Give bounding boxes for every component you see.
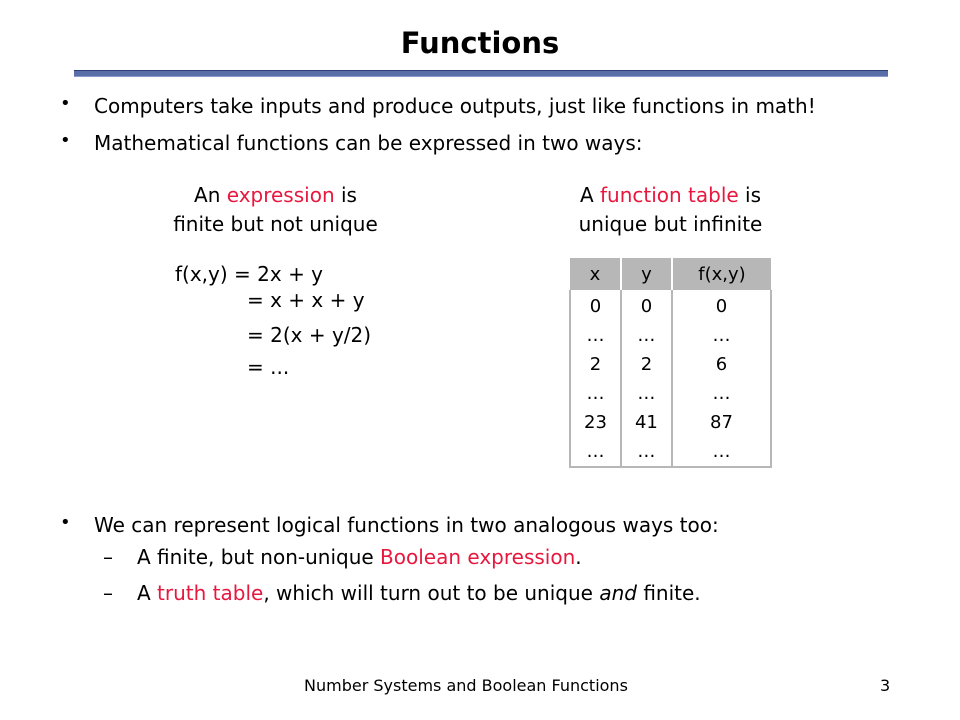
sub-bullet-1 [103, 544, 582, 570]
footer-text: Number Systems and Boolean Functions [304, 676, 628, 695]
column-header-fxy: f(x,y) [672, 258, 771, 290]
dash-mark: – [103, 545, 113, 569]
bullet-1 [60, 93, 816, 119]
table-cell: 0 [672, 290, 771, 321]
column-header-x: x [570, 258, 621, 290]
caption-suffix: is [334, 183, 357, 207]
table-cell: … [672, 379, 771, 408]
caption-prefix: An [194, 183, 227, 207]
table-row [570, 379, 771, 408]
page-number: 3 [880, 676, 891, 695]
caption-prefix: A [579, 183, 600, 207]
sub-bullet-highlight: truth table [157, 581, 264, 605]
expression-line-4: = ... [247, 355, 290, 379]
column-header-y: y [621, 258, 672, 290]
table-cell: … [570, 321, 621, 350]
table-cell: … [621, 379, 672, 408]
expression-caption [153, 181, 398, 239]
slide-title: Functions [400, 26, 560, 60]
table-cell: … [570, 379, 621, 408]
bullet-mark: • [60, 93, 71, 114]
dash-mark: – [103, 581, 113, 605]
table-row [570, 408, 771, 437]
table-row [570, 350, 771, 379]
table-row [570, 290, 771, 321]
table-header-row [570, 258, 771, 290]
bullet-3-text: We can represent logical functions in two analogous ways too: [94, 513, 719, 537]
sub-bullet-prefix: A [137, 581, 158, 605]
sub-bullet-highlight: Boolean expression [380, 545, 576, 569]
table-cell: 41 [621, 408, 672, 437]
table-cell: … [621, 321, 672, 350]
table-cell: 2 [570, 350, 621, 379]
table-cell: 0 [570, 290, 621, 321]
bullet-2-text: Mathematical functions can be expressed in two ways: [94, 131, 643, 155]
table-row [570, 437, 771, 467]
table-cell: 0 [621, 290, 672, 321]
sub-bullet-italic: and [599, 581, 637, 605]
sub-bullet-suffix: finite. [636, 581, 701, 605]
function-table [569, 258, 772, 468]
sub-bullet-2 [103, 580, 701, 606]
expression-line-2: = x + x + y [247, 288, 365, 312]
bullet-1-text: Computers take inputs and produce outputs, just like functions in math! [94, 94, 816, 118]
caption-line2: finite but not unique [173, 212, 378, 236]
bullet-2 [60, 130, 643, 156]
table-cell: 87 [672, 408, 771, 437]
caption-line2: unique but infinite [578, 212, 763, 236]
caption-highlight: expression [226, 183, 335, 207]
table-cell: … [672, 437, 771, 467]
sub-bullet-prefix: A finite, but non-unique [137, 545, 381, 569]
table-cell: … [570, 437, 621, 467]
sub-bullet-suffix: . [575, 545, 582, 569]
table-cell: … [621, 437, 672, 467]
caption-highlight: function table [599, 183, 739, 207]
bullet-mark: • [60, 130, 71, 151]
table-cell: 6 [672, 350, 771, 379]
caption-suffix: is [738, 183, 762, 207]
title-divider [74, 70, 888, 77]
bullet-mark: • [60, 512, 71, 533]
table-cell: 23 [570, 408, 621, 437]
table-cell: 2 [621, 350, 672, 379]
table-row [570, 321, 771, 350]
table-cell: … [672, 321, 771, 350]
bullet-3 [60, 512, 719, 538]
function-table-caption [548, 181, 793, 239]
expression-line-3: = 2(x + y/2) [247, 323, 372, 347]
expression-line-1: f(x,y) = 2x + y [175, 262, 324, 286]
sub-bullet-middle: , which will turn out to be unique [263, 581, 600, 605]
